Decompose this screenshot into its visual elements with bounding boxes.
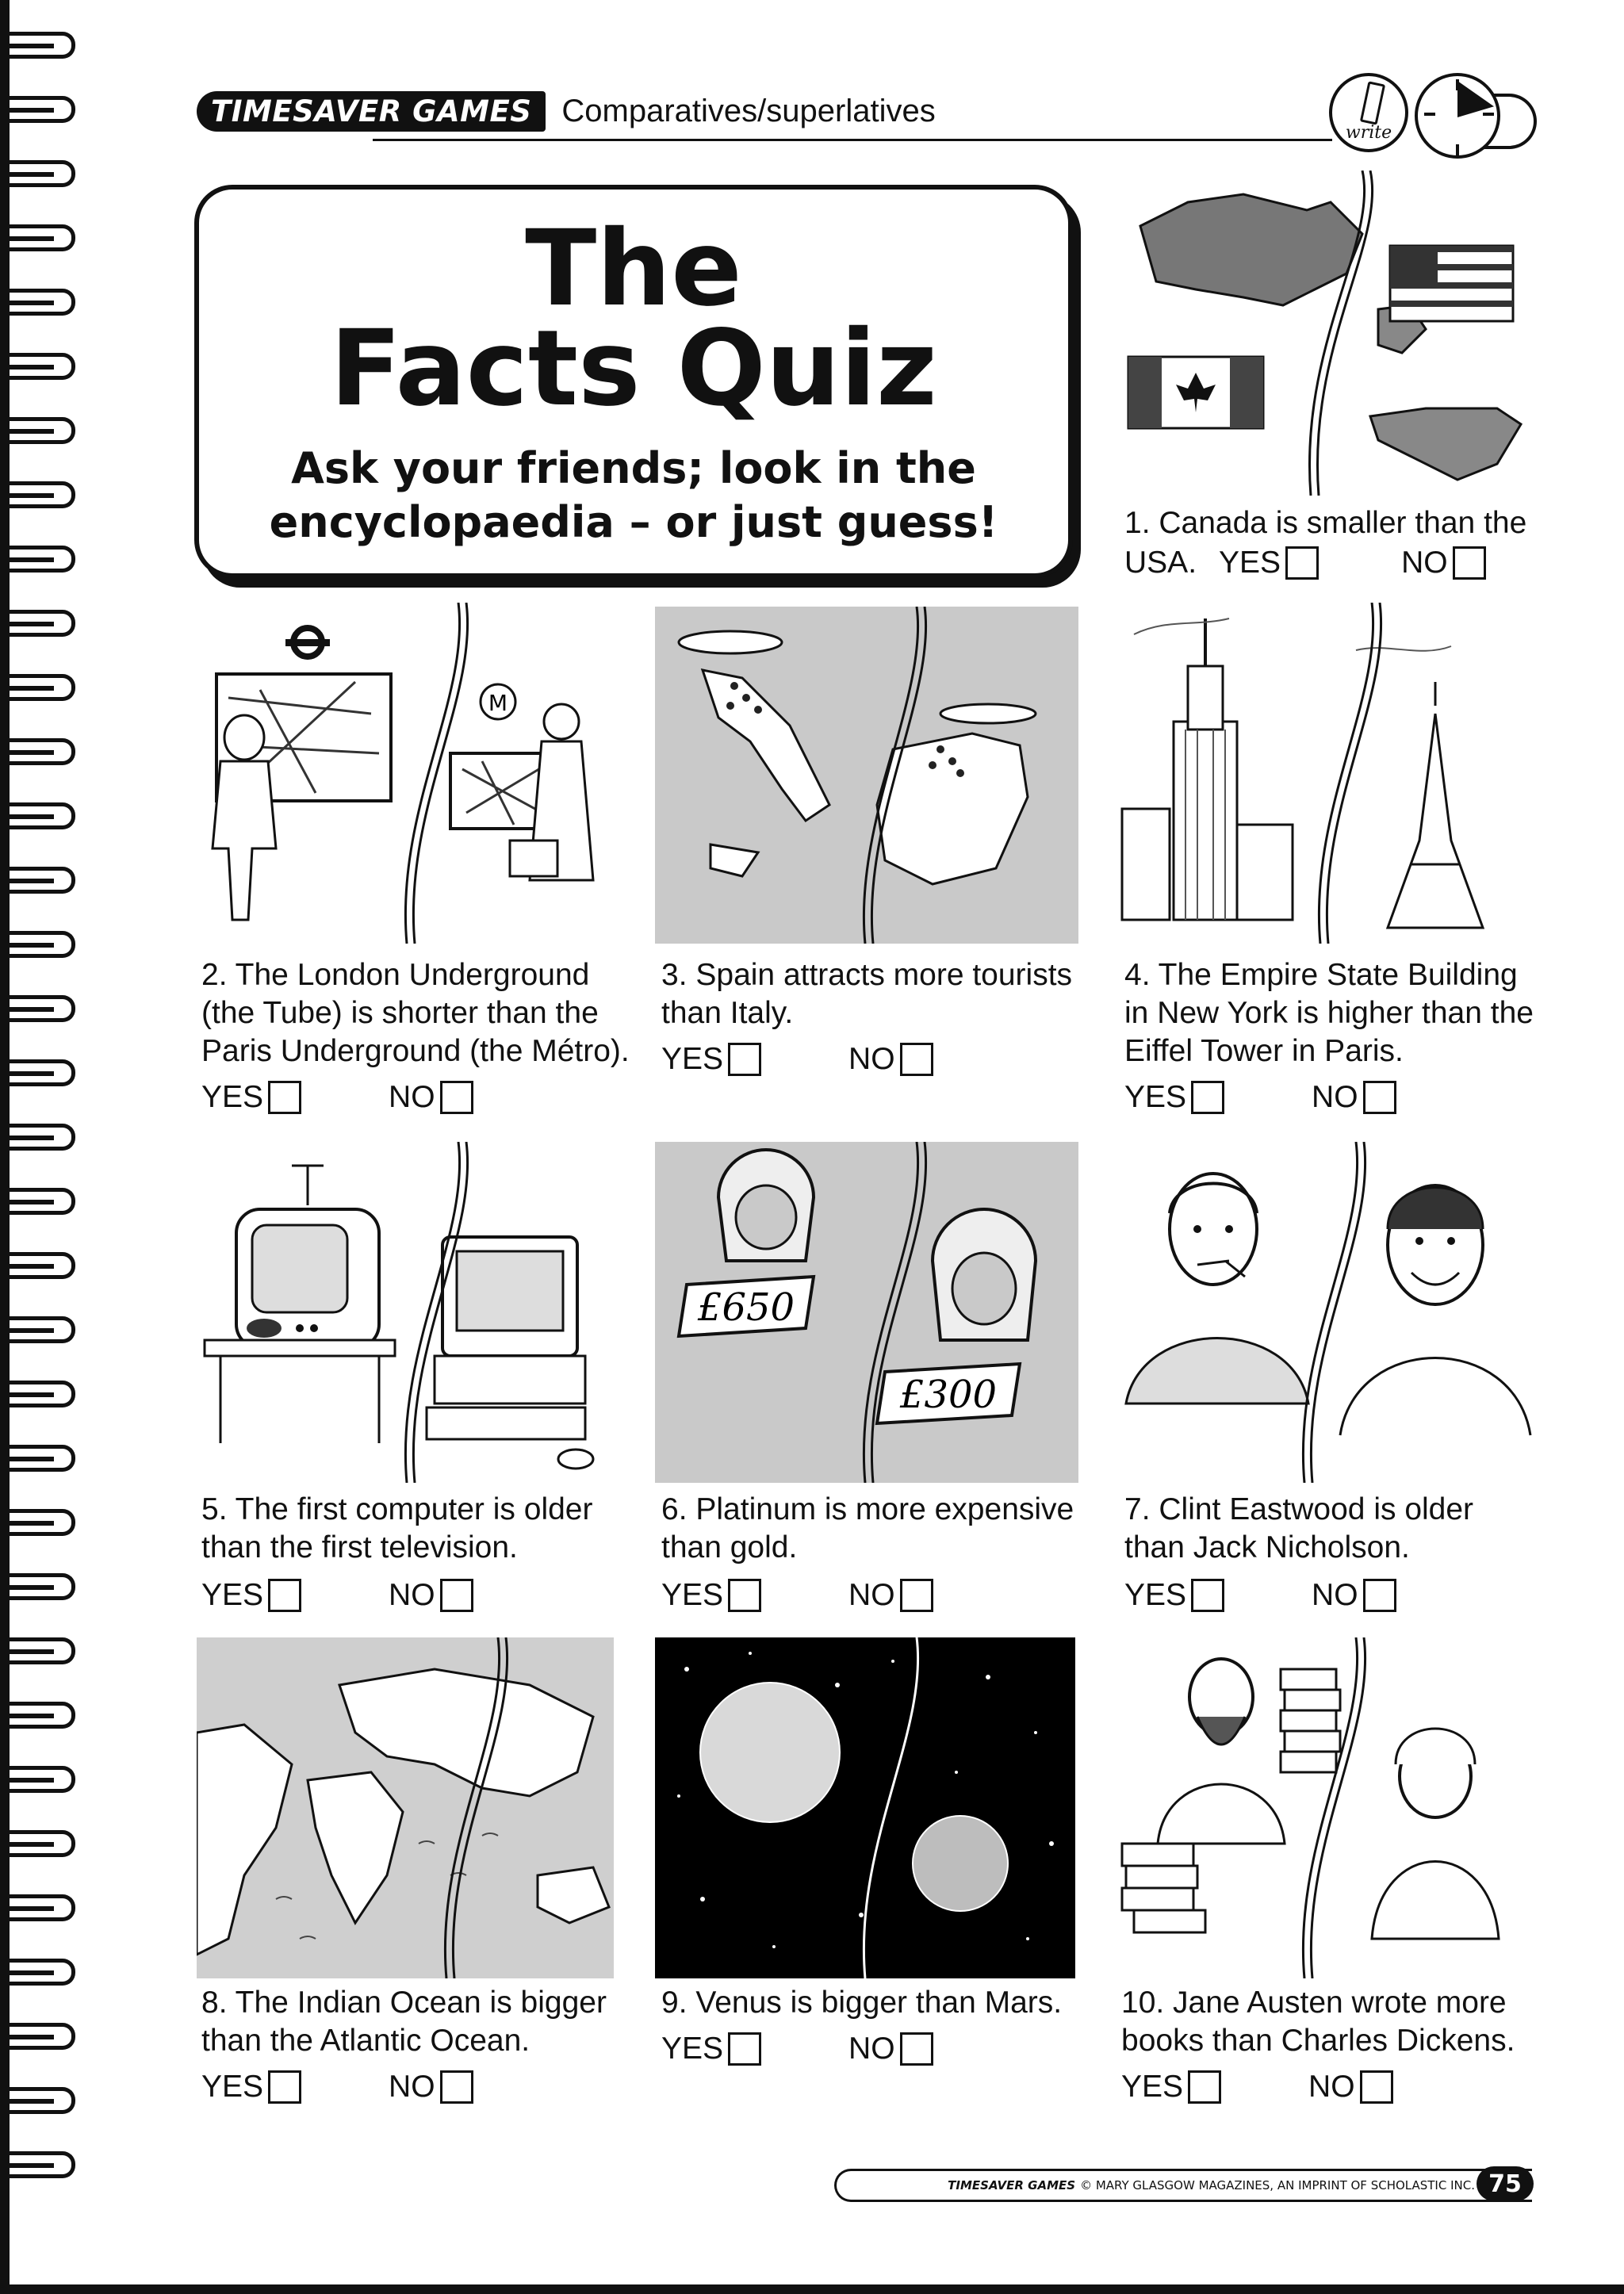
yes-checkbox[interactable] bbox=[268, 2070, 301, 2104]
no-checkbox[interactable] bbox=[440, 1579, 473, 1612]
yes-checkbox[interactable] bbox=[1188, 2070, 1221, 2104]
no-label: NO bbox=[848, 1578, 895, 1612]
underground-illustration bbox=[197, 603, 614, 944]
question-7-answers bbox=[1124, 1578, 1396, 1613]
binding-coil bbox=[0, 32, 75, 59]
question-1 bbox=[1124, 504, 1526, 542]
no-checkbox[interactable] bbox=[1360, 2070, 1393, 2104]
rings-illustration bbox=[655, 1142, 1078, 1483]
yes-label: YES bbox=[1124, 1578, 1187, 1612]
binding-coil bbox=[0, 1381, 75, 1407]
yes-checkbox[interactable] bbox=[1191, 1081, 1224, 1114]
no-checkbox[interactable] bbox=[900, 2032, 933, 2066]
question-1-tail: USA. bbox=[1124, 546, 1197, 580]
binding-coil bbox=[0, 96, 75, 123]
footer-copyright: © MARY GLASGOW MAGAZINES, AN IMPRINT OF SCHOLASTIC INC. bbox=[1080, 2178, 1475, 2193]
no-label: NO bbox=[389, 1080, 435, 1114]
planets-illustration bbox=[655, 1637, 1075, 1978]
page-number: 75 bbox=[1477, 2166, 1534, 2201]
yes-label: YES bbox=[201, 1578, 264, 1612]
binding-coil bbox=[0, 2023, 75, 2050]
no-checkbox[interactable] bbox=[1363, 1081, 1396, 1114]
no-checkbox[interactable] bbox=[440, 2070, 473, 2104]
binding-coil bbox=[0, 2087, 75, 2114]
yes-label: YES bbox=[1219, 546, 1281, 580]
question-4 bbox=[1124, 956, 1534, 1070]
question-2-answers bbox=[201, 1080, 473, 1115]
series-badge: TIMESAVER GAMES bbox=[197, 91, 546, 132]
question-5-line: 5. The first computer is older bbox=[201, 1492, 593, 1526]
question-6-line: than gold. bbox=[661, 1530, 798, 1564]
question-9-answers bbox=[661, 2032, 933, 2066]
binding-coil bbox=[0, 1124, 75, 1151]
binding-coil bbox=[0, 289, 75, 316]
question-10-line: books than Charles Dickens. bbox=[1121, 2024, 1515, 2058]
no-label: NO bbox=[1312, 1080, 1358, 1114]
binding-coil bbox=[0, 1830, 75, 1857]
binding-coil bbox=[0, 1059, 75, 1086]
yes-checkbox[interactable] bbox=[728, 1043, 761, 1076]
title-subtitle bbox=[199, 442, 1068, 549]
yes-label: YES bbox=[201, 2070, 264, 2104]
binding-coil bbox=[0, 1316, 75, 1343]
topic-label: Comparatives/superlatives bbox=[561, 93, 936, 128]
question-9-line: 9. Venus is bigger than Mars. bbox=[661, 1986, 1063, 2020]
question-5-answers bbox=[201, 1578, 473, 1613]
title-line-2: Facts Quiz bbox=[330, 308, 937, 430]
footer-brand: TIMESAVER GAMES bbox=[948, 2178, 1076, 2193]
yes-label: YES bbox=[1121, 2070, 1184, 2104]
binding-coil bbox=[0, 160, 75, 187]
yes-label: YES bbox=[201, 1080, 264, 1114]
question-10 bbox=[1121, 1984, 1515, 2060]
binding-coil bbox=[0, 995, 75, 1022]
binding-coil bbox=[0, 1252, 75, 1279]
empire-eiffel-illustration bbox=[1118, 603, 1538, 944]
no-checkbox[interactable] bbox=[440, 1081, 473, 1114]
no-label: NO bbox=[389, 1578, 435, 1612]
binding-coil bbox=[0, 931, 75, 958]
binding-coil bbox=[0, 610, 75, 637]
binding-coil bbox=[0, 1766, 75, 1793]
question-6 bbox=[661, 1491, 1074, 1567]
question-2 bbox=[201, 956, 630, 1070]
yes-checkbox[interactable] bbox=[1285, 546, 1319, 580]
question-8-line: 8. The Indian Ocean is bigger bbox=[201, 1986, 607, 2020]
subtitle-line-1: Ask your friends; look in the bbox=[291, 443, 976, 493]
binding-coil bbox=[0, 1445, 75, 1472]
world-map-illustration bbox=[197, 1637, 614, 1978]
yes-checkbox[interactable] bbox=[268, 1081, 301, 1114]
actors-illustration bbox=[1118, 1142, 1538, 1483]
no-checkbox[interactable] bbox=[1453, 546, 1486, 580]
binding-coil bbox=[0, 417, 75, 444]
binding-coil bbox=[0, 1959, 75, 1986]
spain-italy-illustration bbox=[655, 607, 1078, 944]
binding-coil bbox=[0, 353, 75, 380]
page-footer bbox=[834, 2169, 1532, 2202]
no-label: NO bbox=[1308, 2070, 1355, 2104]
question-8 bbox=[201, 1984, 607, 2060]
question-3 bbox=[661, 956, 1072, 1032]
no-label: NO bbox=[1312, 1578, 1358, 1612]
no-checkbox[interactable] bbox=[900, 1043, 933, 1076]
question-2-line: (the Tube) is shorter than the bbox=[201, 996, 599, 1030]
question-10-answers bbox=[1121, 2070, 1393, 2104]
yes-checkbox[interactable] bbox=[268, 1579, 301, 1612]
binding-coil bbox=[0, 546, 75, 573]
binding-coil bbox=[0, 224, 75, 251]
question-6-line: 6. Platinum is more expensive bbox=[661, 1492, 1074, 1526]
write-icon bbox=[1329, 73, 1408, 152]
yes-checkbox[interactable] bbox=[728, 2032, 761, 2066]
question-4-line: Eiffel Tower in Paris. bbox=[1124, 1034, 1404, 1068]
no-label: NO bbox=[1401, 546, 1448, 580]
question-8-answers bbox=[201, 2070, 473, 2104]
clock-tick bbox=[1424, 113, 1435, 116]
pen-icon bbox=[1360, 81, 1385, 124]
binding-coil bbox=[0, 1573, 75, 1600]
binding-coil bbox=[0, 867, 75, 894]
binding-coil bbox=[0, 1702, 75, 1729]
clock-icon bbox=[1415, 73, 1500, 159]
binding-coil bbox=[0, 674, 75, 701]
no-label: NO bbox=[848, 1042, 895, 1076]
binding-coil bbox=[0, 481, 75, 508]
clock-tick bbox=[1483, 113, 1494, 116]
question-10-line: 10. Jane Austen wrote more bbox=[1121, 1986, 1507, 2020]
write-icon-label: write bbox=[1345, 123, 1392, 143]
yes-checkbox[interactable] bbox=[1191, 1579, 1224, 1612]
question-7 bbox=[1124, 1491, 1473, 1567]
question-4-line: in New York is higher than the bbox=[1124, 996, 1534, 1030]
page-header bbox=[197, 89, 936, 133]
binding-coil bbox=[0, 802, 75, 829]
binding-coil bbox=[0, 1509, 75, 1536]
question-2-line: Paris Underground (the Métro). bbox=[201, 1034, 630, 1068]
tv-computer-illustration bbox=[197, 1142, 614, 1483]
no-label: NO bbox=[389, 2070, 435, 2104]
question-8-line: than the Atlantic Ocean. bbox=[201, 2024, 530, 2058]
yes-label: YES bbox=[661, 1578, 724, 1612]
title-line-1: The bbox=[525, 208, 742, 330]
yes-label: YES bbox=[661, 1042, 724, 1076]
question-9 bbox=[661, 1984, 1062, 2022]
yes-label: YES bbox=[661, 2032, 724, 2066]
binding-coil bbox=[0, 1188, 75, 1215]
binding-coil bbox=[0, 1894, 75, 1921]
subtitle-line-2: encyclopaedia – or just guess! bbox=[269, 496, 998, 547]
canada-usa-illustration bbox=[1124, 170, 1529, 496]
yes-label: YES bbox=[1124, 1080, 1187, 1114]
page-bottom-edge bbox=[0, 2284, 1624, 2294]
question-6-answers bbox=[661, 1578, 933, 1613]
question-3-answers bbox=[661, 1042, 933, 1077]
binding-coil bbox=[0, 738, 75, 765]
no-checkbox[interactable] bbox=[1363, 1579, 1396, 1612]
title-box bbox=[194, 185, 1073, 578]
question-7-line: 7. Clint Eastwood is older bbox=[1124, 1492, 1474, 1526]
metro-sign: M bbox=[488, 690, 508, 716]
yes-checkbox[interactable] bbox=[728, 1579, 761, 1612]
no-label: NO bbox=[848, 2032, 895, 2066]
question-2-line: 2. The London Underground bbox=[201, 958, 590, 992]
question-3-line: 3. Spain attracts more tourists bbox=[661, 958, 1073, 992]
no-checkbox[interactable] bbox=[900, 1579, 933, 1612]
clock-tick bbox=[1456, 79, 1459, 90]
binding-coil bbox=[0, 2151, 75, 2178]
authors-illustration bbox=[1118, 1637, 1538, 1978]
question-1-answers bbox=[1124, 546, 1486, 580]
price-tag-300: £300 bbox=[899, 1373, 998, 1417]
question-4-line: 4. The Empire State Building bbox=[1124, 958, 1518, 992]
question-5-line: than the first television. bbox=[201, 1530, 518, 1564]
price-tag-650: £650 bbox=[697, 1285, 795, 1330]
clock-tick bbox=[1456, 144, 1459, 155]
question-5 bbox=[201, 1491, 592, 1567]
spiral-binding bbox=[0, 32, 87, 2220]
binding-coil bbox=[0, 1637, 75, 1664]
question-1-line: 1. Canada is smaller than the bbox=[1124, 506, 1527, 540]
header-rule bbox=[373, 139, 1332, 141]
question-3-line: than Italy. bbox=[661, 996, 794, 1030]
question-4-answers bbox=[1124, 1080, 1396, 1115]
question-7-line: than Jack Nicholson. bbox=[1124, 1530, 1410, 1564]
